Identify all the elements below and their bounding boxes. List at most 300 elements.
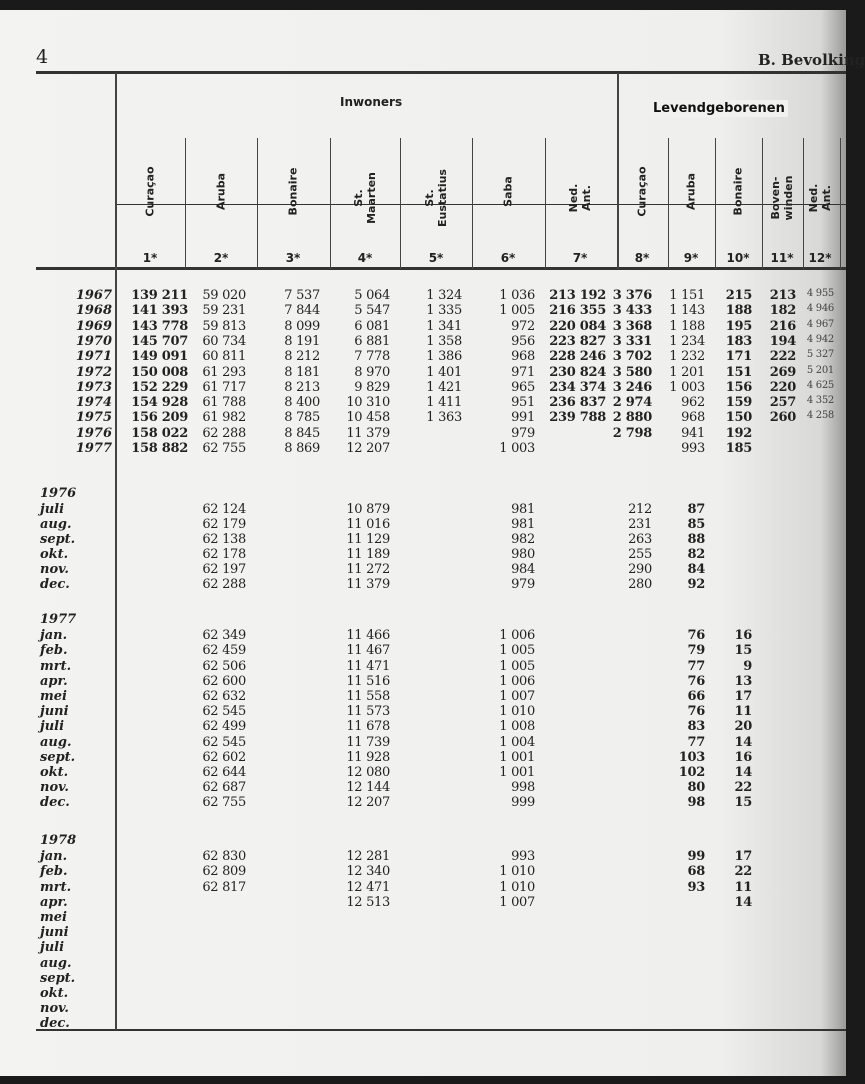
table-cell: 150: [725, 410, 752, 426]
column-header: St. Eustatius: [423, 169, 449, 227]
table-cell: 8 785: [284, 410, 320, 426]
table-cell: 4 946: [806, 303, 834, 315]
row-label: 1972: [75, 364, 112, 380]
table-cell: 62 632: [202, 689, 246, 704]
table-cell: 260: [769, 410, 796, 426]
table-cell: 3 331: [612, 333, 652, 349]
table-cell: 1 151: [669, 288, 705, 303]
table-cell: 213 192: [549, 288, 606, 303]
table-cell: 77: [687, 734, 705, 750]
table-cell: 10 458: [346, 410, 390, 426]
row-label: aug.: [40, 955, 72, 971]
table-cell: 1 005: [499, 658, 535, 674]
table-cell: 14: [734, 894, 752, 910]
table-cell: 1 005: [499, 643, 535, 659]
table-cell: 269: [769, 364, 796, 380]
table-cell: 102: [678, 765, 705, 780]
table-cell: 5 327: [806, 349, 834, 361]
table-cell: 216: [769, 318, 796, 334]
table-cell: 1 010: [499, 864, 535, 880]
column-divider: [472, 138, 473, 269]
table-cell: 62 288: [202, 577, 246, 592]
table-cell: 20: [734, 719, 752, 735]
table-cell: 62 138: [202, 532, 246, 547]
column-number: 3*: [285, 251, 301, 265]
table-cell: 1 007: [499, 894, 535, 910]
table-cell: 1 421: [426, 379, 462, 395]
table-cell: 139 211: [131, 288, 188, 303]
table-cell: 8 213: [284, 379, 320, 395]
table-cell: 62 506: [202, 658, 246, 674]
table-cell: 5 547: [354, 303, 390, 319]
table-cell: 1 005: [499, 303, 535, 319]
column-header: Bonaire: [731, 167, 745, 216]
table-cell: 11 739: [346, 734, 390, 750]
row-label: juli: [40, 940, 65, 956]
row-label: 1975: [75, 410, 112, 426]
table-cell: 85: [687, 517, 705, 532]
table-cell: 1 003: [669, 379, 705, 395]
table-cell: 87: [687, 502, 705, 517]
row-label: 1970: [75, 333, 112, 349]
row-label: juni: [40, 704, 69, 720]
table-cell: 11 379: [346, 577, 390, 592]
row-label: 1968: [75, 303, 112, 319]
table-cell: 66: [687, 689, 705, 704]
table-cell: 141 393: [131, 303, 188, 319]
column-number: 4*: [357, 251, 373, 265]
table-cell: 1 001: [499, 765, 535, 780]
table-cell: 68: [687, 864, 705, 880]
table-cell: 8 845: [284, 425, 320, 441]
table-cell: 11 471: [346, 658, 390, 674]
section-year: 1978: [40, 833, 77, 848]
table-cell: 76: [687, 704, 705, 720]
table-cell: 2 974: [612, 395, 652, 411]
table-cell: 991: [511, 410, 535, 426]
table-cell: 9: [743, 658, 752, 674]
table-cell: 62 644: [202, 765, 246, 780]
table-cell: 12 513: [346, 894, 390, 910]
table-cell: 982: [511, 532, 535, 547]
table-cell: 62 817: [202, 879, 246, 895]
table-cell: 2 798: [612, 425, 652, 441]
table-cell: 12 281: [346, 849, 390, 865]
table-cell: 83: [687, 719, 705, 735]
column-divider: [257, 138, 258, 269]
table-cell: 965: [511, 379, 535, 395]
table-cell: 154 928: [131, 395, 188, 411]
table-cell: 158 882: [131, 441, 188, 456]
table-cell: 61 293: [202, 364, 246, 380]
table-cell: 1 004: [499, 734, 535, 750]
column-number: 1*: [142, 251, 158, 265]
table-cell: 62 755: [202, 795, 246, 811]
table-cell: 4 967: [806, 318, 834, 330]
header-bottom-rule: [36, 267, 846, 270]
table-cell: 76: [687, 628, 705, 644]
table-cell: 239 788: [549, 410, 606, 426]
table-cell: 1 143: [669, 303, 705, 319]
table-cell: 61 788: [202, 395, 246, 411]
table-cell: 1 010: [499, 879, 535, 895]
table-cell: 84: [687, 562, 705, 577]
row-label: okt.: [40, 547, 69, 562]
table-cell: 222: [769, 349, 796, 365]
table-cell: 1 003: [499, 441, 535, 456]
page-number: 4: [36, 46, 49, 68]
table-cell: 1 232: [669, 349, 705, 365]
table-cell: 257: [769, 395, 796, 411]
table-cell: 80: [687, 780, 705, 796]
table-cell: 17: [734, 849, 752, 865]
table-cell: 1 006: [499, 673, 535, 689]
table-cell: 215: [725, 288, 752, 303]
row-label: mei: [40, 910, 67, 925]
table-cell: 11 928: [346, 749, 390, 765]
table-cell: 8 191: [284, 333, 320, 349]
row-label: juni: [40, 925, 69, 941]
table-cell: 98: [687, 795, 705, 811]
table-cell: 951: [511, 395, 535, 411]
table-cell: 192: [725, 425, 752, 441]
column-number: 11*: [770, 251, 794, 265]
table-cell: 8 869: [284, 441, 320, 456]
table-cell: 12 340: [346, 864, 390, 880]
row-label: dec.: [40, 1016, 70, 1032]
table-cell: 13: [734, 673, 752, 689]
table-cell: 3 580: [612, 364, 652, 380]
row-label: 1973: [75, 379, 112, 395]
table-cell: 212: [628, 502, 652, 517]
table-cell: 1 401: [426, 364, 462, 380]
table-cell: 971: [511, 364, 535, 380]
group-inwoners: Inwoners: [340, 95, 403, 109]
section-title: B. Bevolking: [758, 51, 865, 69]
table-cell: 979: [511, 425, 535, 441]
table-cell: 1 335: [426, 303, 462, 319]
column-header: Curaçao: [635, 166, 649, 217]
table-cell: 1 006: [499, 628, 535, 644]
table-cell: 99: [687, 849, 705, 865]
column-divider: [185, 138, 186, 269]
row-label: mei: [40, 689, 67, 704]
table-cell: 968: [681, 410, 705, 426]
table-cell: 150 008: [131, 364, 188, 380]
column-header: Aruba: [684, 172, 698, 211]
table-cell: 93: [687, 879, 705, 895]
table-cell: 159: [725, 395, 752, 411]
table-cell: 8 212: [284, 349, 320, 365]
table-cell: 12 144: [346, 780, 390, 796]
table-cell: 182: [769, 303, 796, 319]
table-cell: 255: [628, 547, 652, 562]
table-cell: 231: [628, 517, 652, 532]
table-cell: 103: [678, 749, 705, 765]
column-header: Ned. Ant.: [807, 183, 833, 213]
table-cell: 152 229: [131, 379, 188, 395]
table-cell: 3 368: [612, 318, 652, 334]
row-label: juli: [40, 719, 65, 735]
table-cell: 15: [734, 643, 752, 659]
column-header: Bonaire: [286, 167, 300, 216]
table-cell: 7 537: [284, 288, 320, 303]
row-label: 1967: [75, 288, 112, 303]
table-cell: 62 459: [202, 643, 246, 659]
table-cell: 1 201: [669, 364, 705, 380]
table-cell: 11 467: [346, 643, 390, 659]
table-cell: 981: [511, 502, 535, 517]
table-cell: 4 955: [806, 288, 834, 299]
table-cell: 62 830: [202, 849, 246, 865]
table-cell: 1 036: [499, 288, 535, 303]
table-cell: 11 573: [346, 704, 390, 720]
table-cell: 11 678: [346, 719, 390, 735]
group-divider: [617, 73, 619, 269]
table-cell: 59 813: [202, 318, 246, 334]
table-cell: 9 829: [354, 379, 390, 395]
table-cell: 1 234: [669, 333, 705, 349]
table-cell: 12 207: [346, 795, 390, 811]
table-cell: 981: [511, 517, 535, 532]
row-label: 1969: [75, 318, 112, 334]
table-cell: 223 827: [549, 333, 606, 349]
row-label: dec.: [40, 795, 70, 811]
table-cell: 980: [511, 547, 535, 562]
column-number: 12*: [808, 251, 832, 265]
table-cell: 22: [734, 780, 752, 796]
row-label: feb.: [40, 864, 68, 880]
table-cell: 59 020: [202, 288, 246, 303]
table-cell: 3 246: [612, 379, 652, 395]
table-cell: 3 376: [612, 288, 652, 303]
table-cell: 14: [734, 734, 752, 750]
table-cell: 62 178: [202, 547, 246, 562]
row-label: 1977: [75, 441, 112, 456]
table-cell: 3 702: [612, 349, 652, 365]
row-label: aug.: [40, 517, 72, 532]
row-label: dec.: [40, 577, 70, 592]
table-cell: 1 411: [426, 395, 462, 411]
row-label: 1976: [75, 425, 112, 441]
row-label: nov.: [40, 1001, 69, 1017]
section-year: 1977: [40, 612, 77, 627]
column-divider: [840, 138, 841, 269]
table-cell: 183: [725, 333, 752, 349]
table-cell: 62 809: [202, 864, 246, 880]
table-cell: 11 129: [346, 532, 390, 547]
table-cell: 6 881: [354, 333, 390, 349]
table-cell: 236 837: [549, 395, 606, 411]
table-cell: 228 246: [549, 349, 606, 365]
table-cell: 60 811: [202, 349, 246, 365]
bottom-rule: [36, 1029, 846, 1031]
row-label: sept.: [40, 970, 76, 986]
table-cell: 16: [734, 749, 752, 765]
table-cell: 216 355: [549, 303, 606, 319]
column-divider: [330, 138, 331, 269]
table-cell: 2 880: [612, 410, 652, 426]
column-number: 8*: [634, 251, 650, 265]
table-cell: 149 091: [131, 349, 188, 365]
column-header: Aruba: [214, 172, 228, 211]
table-cell: 1 008: [499, 719, 535, 735]
table-cell: 1 386: [426, 349, 462, 365]
table-cell: 962: [681, 395, 705, 411]
table-cell: 62 124: [202, 502, 246, 517]
table-cell: 1 363: [426, 410, 462, 426]
table-cell: 11 558: [346, 689, 390, 704]
row-label: feb.: [40, 643, 68, 659]
column-number: 5*: [428, 251, 444, 265]
row-label: 1974: [75, 395, 112, 411]
table-cell: 4 352: [806, 395, 834, 407]
table-cell: 972: [511, 318, 535, 334]
column-number: 9*: [683, 251, 699, 265]
table-cell: 151: [725, 364, 752, 380]
row-label: 1971: [75, 349, 112, 365]
table-cell: 59 231: [202, 303, 246, 319]
table-cell: 185: [725, 441, 752, 456]
table-cell: 79: [687, 643, 705, 659]
table-cell: 998: [511, 780, 535, 796]
table-cell: 12 080: [346, 765, 390, 780]
table-cell: 76: [687, 673, 705, 689]
column-divider: [545, 138, 546, 269]
table-cell: 8 099: [284, 318, 320, 334]
table-cell: 10 310: [346, 395, 390, 411]
table-cell: 77: [687, 658, 705, 674]
table-cell: 1 188: [669, 318, 705, 334]
column-number: 2*: [213, 251, 229, 265]
table-cell: 194: [769, 333, 796, 349]
row-label: mrt.: [40, 879, 72, 895]
table-cell: 999: [511, 795, 535, 811]
column-divider: [668, 138, 669, 269]
table-cell: 156 209: [131, 410, 188, 426]
table-cell: 230 824: [549, 364, 606, 380]
row-label: apr.: [40, 673, 68, 689]
table-cell: 158 022: [131, 425, 188, 441]
row-label: sept.: [40, 749, 76, 765]
row-label: mrt.: [40, 658, 72, 674]
row-label: okt.: [40, 986, 69, 1001]
column-header: St. Maarten: [352, 172, 378, 224]
table-cell: 11: [734, 704, 752, 720]
table-cell: 993: [511, 849, 535, 865]
label-column-divider: [115, 73, 117, 1030]
table-cell: 62 499: [202, 719, 246, 735]
table-cell: 62 600: [202, 673, 246, 689]
table-cell: 263: [628, 532, 652, 547]
table-cell: 1 341: [426, 318, 462, 334]
table-cell: 968: [511, 349, 535, 365]
table-cell: 4 942: [806, 333, 834, 345]
table-cell: 16: [734, 628, 752, 644]
table-cell: 3 433: [612, 303, 652, 319]
table-cell: 12 207: [346, 441, 390, 456]
top-rule: [36, 71, 846, 74]
row-label: apr.: [40, 894, 68, 910]
table-cell: 993: [681, 441, 705, 456]
table-cell: 1 324: [426, 288, 462, 303]
table-cell: 11 189: [346, 547, 390, 562]
column-divider: [400, 138, 401, 269]
column-header: Ned. Ant.: [567, 183, 593, 213]
table-cell: 14: [734, 765, 752, 780]
table-cell: 143 778: [131, 318, 188, 334]
group-levendgeborenen: Levendgeborenen: [650, 100, 788, 117]
table-cell: 61 717: [202, 379, 246, 395]
table-cell: 8 970: [354, 364, 390, 380]
table-cell: 62 545: [202, 704, 246, 720]
table-cell: 60 734: [202, 333, 246, 349]
table-cell: 62 197: [202, 562, 246, 577]
table-cell: 10 879: [346, 502, 390, 517]
table-cell: 145 707: [131, 333, 188, 349]
table-cell: 188: [725, 303, 752, 319]
table-cell: 979: [511, 577, 535, 592]
table-cell: 156: [725, 379, 752, 395]
table-cell: 11 516: [346, 673, 390, 689]
document-page: [0, 10, 865, 1076]
table-cell: 82: [687, 547, 705, 562]
table-cell: 195: [725, 318, 752, 334]
table-cell: 171: [725, 349, 752, 365]
table-cell: 941: [681, 425, 705, 441]
table-cell: 11 272: [346, 562, 390, 577]
table-cell: 1 010: [499, 704, 535, 720]
table-cell: 11 016: [346, 517, 390, 532]
table-cell: 8 400: [284, 395, 320, 411]
table-cell: 1 007: [499, 689, 535, 704]
table-cell: 17: [734, 689, 752, 704]
table-cell: 7 778: [354, 349, 390, 365]
table-cell: 11: [734, 879, 752, 895]
table-cell: 4 625: [806, 379, 834, 391]
table-cell: 220 084: [549, 318, 606, 334]
row-label: sept.: [40, 532, 76, 547]
table-cell: 7 844: [284, 303, 320, 319]
column-number: 10*: [726, 251, 750, 265]
table-cell: 220: [769, 379, 796, 395]
section-year: 1976: [40, 486, 77, 501]
table-cell: 88: [687, 532, 705, 547]
table-cell: 12 471: [346, 879, 390, 895]
column-header: Boven- winden: [769, 175, 795, 221]
column-divider: [715, 138, 716, 269]
table-cell: 1 358: [426, 333, 462, 349]
table-cell: 8 181: [284, 364, 320, 380]
row-label: jan.: [40, 849, 68, 865]
row-label: okt.: [40, 765, 69, 780]
table-cell: 984: [511, 562, 535, 577]
table-cell: 62 755: [202, 441, 246, 456]
table-cell: 5 064: [354, 288, 390, 303]
table-cell: 11 379: [346, 425, 390, 441]
table-cell: 62 349: [202, 628, 246, 644]
table-cell: 280: [628, 577, 652, 592]
column-header: Curaçao: [143, 166, 157, 217]
table-cell: 1 001: [499, 749, 535, 765]
table-cell: 11 466: [346, 628, 390, 644]
table-cell: 62 288: [202, 425, 246, 441]
table-cell: 62 545: [202, 734, 246, 750]
table-cell: 61 982: [202, 410, 246, 426]
table-cell: 92: [687, 577, 705, 592]
table-cell: 956: [511, 333, 535, 349]
table-cell: 62 179: [202, 517, 246, 532]
